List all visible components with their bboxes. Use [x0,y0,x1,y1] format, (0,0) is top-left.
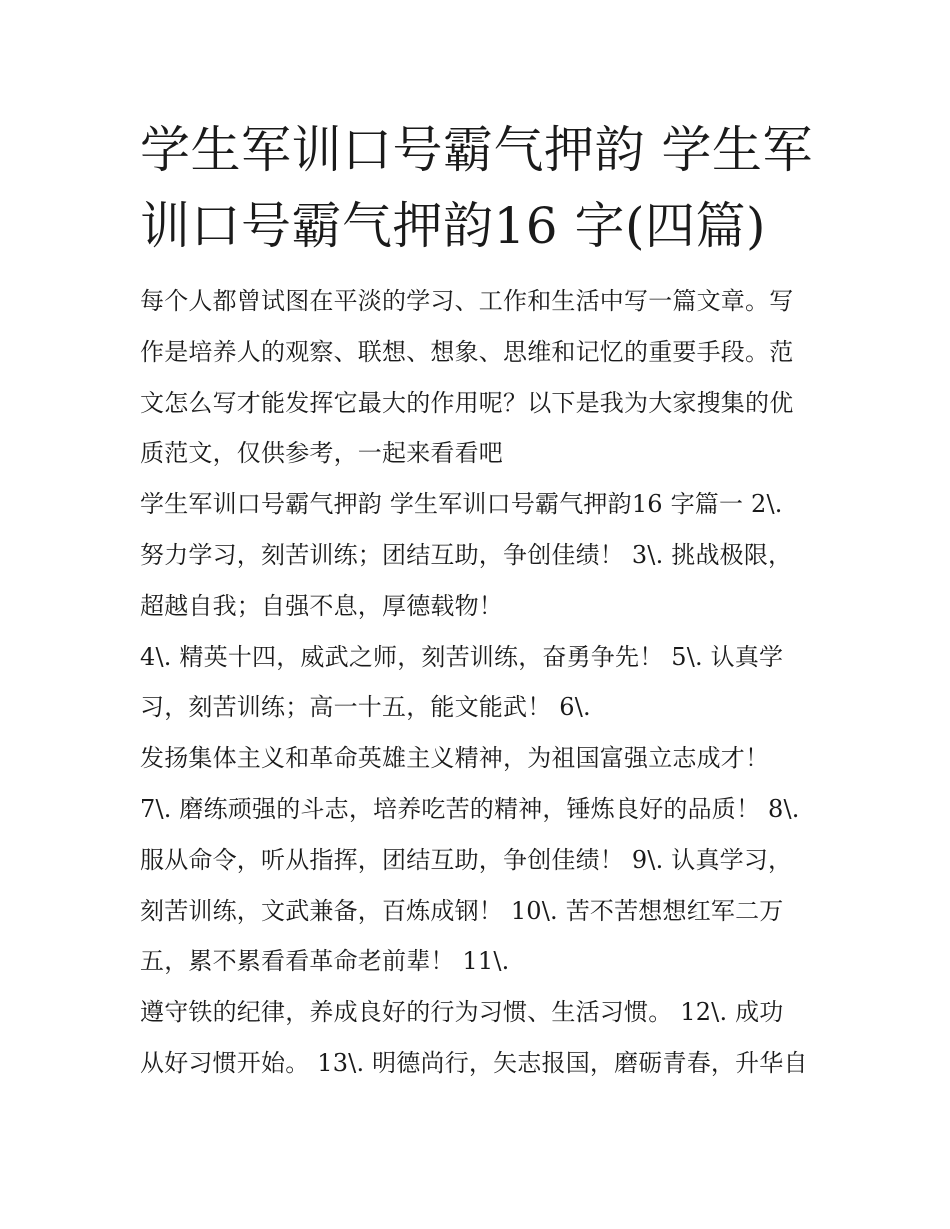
body-line: 学生军训口号霸气押韵 学生军训口号霸气押韵16 字篇一 2\. [140,490,783,519]
body-line: 4\. 精英十四，威武之师，刻苦训练，奋勇争先！ 5\. 认真学 [140,642,784,671]
body-line: 超越自我；自强不息，厚德载物！ [140,591,503,620]
title-line: 学生军训口号霸气押韵 学生军 [140,121,813,179]
body-line: 质范文，仅供参考，一起来看看吧 [140,439,503,468]
body-line: 每个人都曾试图在平淡的学习、工作和生活中写一篇文章。写 [140,287,794,315]
body-line: 发扬集体主义和革命英雄主义精神，为祖国富强立志成才！ [140,744,770,773]
body-line: 作是培养人的观察、联想、想象、思维和记忆的重要手段。范 [140,337,794,366]
body-line: 习，刻苦训练；高一十五，能文能武！ 6\. [140,693,591,722]
body-line: 服从命令，听从指挥，团结互助，争创佳绩！ 9\. 认真学习， [140,845,793,874]
body-line: 从好习惯开始。 13\. 明德尚行，矢志报国，磨砺青春，升华自 [140,1048,808,1077]
body-line: 7\. 磨练顽强的斗志，培养吃苦的精神，锤炼良好的品质！ 8\. [140,794,800,823]
title-line: 训口号霸气押韵16 字(四篇) [140,197,767,255]
body-line: 刻苦训练，文武兼备，百炼成钢！ 10\. 苦不苦想想红军二万 [140,896,784,925]
document-body [140,276,820,1089]
body-line: 遵守铁的纪律，养成良好的行为习惯、生活习惯。 12\. 成功 [140,998,784,1027]
document-title [140,112,820,264]
body-line: 五，累不累看看革命老前辈！ 11\. [140,947,510,976]
body-line: 努力学习，刻苦训练；团结互助，争创佳绩！ 3\. 挑战极限， [140,540,793,569]
body-line: 文怎么写才能发挥它最大的作用呢？以下是我为大家搜集的优 [140,388,794,417]
